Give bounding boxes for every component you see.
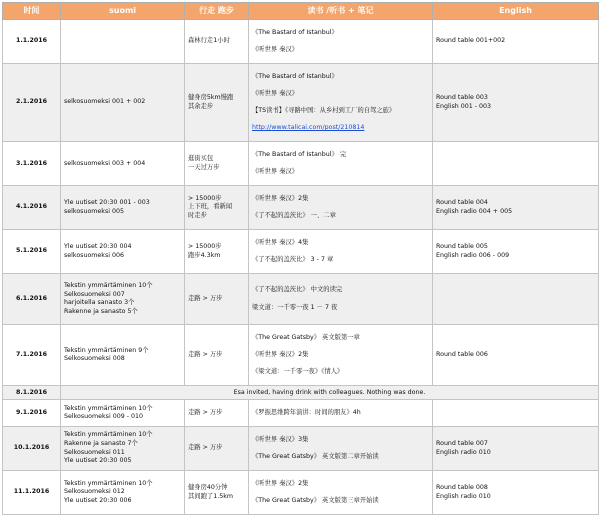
notes-line: 《听世界 秦汉》 [252, 89, 299, 97]
table-row [3, 471, 599, 515]
header-row [3, 3, 599, 20]
header-notes: 读书 /听书 + 笔记 [249, 3, 433, 20]
notes-line: 《听世界 秦汉》4集 [252, 238, 309, 246]
date-cell: 4.1.2016 [3, 186, 61, 230]
table-row [3, 274, 599, 325]
table-row [3, 142, 599, 186]
suomi-cell: Tekstin ymmärtäminen 10个 Selkosuomeksi 007 harjoitella sanasto 3个 Rakenne ja sanasto 5个 [61, 274, 185, 325]
walk-cell: 走路 > 万步 [185, 325, 249, 386]
english-cell [433, 274, 599, 325]
notes-line: 《梁文道：一千零一夜》《情人》 [252, 368, 344, 376]
notes-line: 《了不起的盖茨比》 一、二章 [252, 212, 336, 220]
suomi-cell: Tekstin ymmärtäminen 10个 Selkosuomeksi 009 - 010 [61, 400, 185, 427]
notes-cell [249, 186, 433, 230]
english-cell: Round table 005 English radio 006 - 009 [433, 230, 599, 274]
english-cell: Round table 003 English 001 - 003 [433, 63, 599, 141]
date-cell: 6.1.2016 [3, 274, 61, 325]
table-row [3, 325, 599, 386]
walk-cell: 走路 > 万步 [185, 274, 249, 325]
table-row [3, 186, 599, 230]
walk-cell: 森林行走1小时 [185, 20, 249, 64]
date-cell: 3.1.2016 [3, 142, 61, 186]
english-cell: Round table 001+002 [433, 20, 599, 64]
suomi-cell [61, 20, 185, 64]
notes-line: 《The Bastard of Istanbul》 [252, 72, 338, 80]
notes-line: 《The Bastard of Istanbul》 完 [252, 150, 347, 158]
walk-cell: > 15000步 上下班，看新闻 时走步 [185, 186, 249, 230]
walk-cell: 走路 > 万步 [185, 427, 249, 471]
english-cell: Round table 008 English radio 010 [433, 471, 599, 515]
date-cell: 2.1.2016 [3, 63, 61, 141]
table-row [3, 400, 599, 427]
walk-cell: 健身房5km慢跑 其余走步 [185, 63, 249, 141]
header-walk: 行走 跑步 [185, 3, 249, 20]
table-row [3, 230, 599, 274]
notes-cell [249, 427, 433, 471]
notes-line: 《听世界 秦汉》2集 [252, 351, 309, 358]
notes-line: 梁文道：一千零一夜 1 － 7 夜 [252, 303, 338, 311]
date-cell: 7.1.2016 [3, 325, 61, 386]
notes-line: 《罗振思维跨年演讲：时间的朋友》4h [252, 408, 361, 416]
notes-cell [249, 142, 433, 186]
notes-line: 《了不起的盖茨比》 中文的读完 [252, 286, 343, 294]
date-cell: 11.1.2016 [3, 471, 61, 515]
suomi-cell: Yle uutiset 20:30 001 - 003 selkosuomeksi 005 [61, 186, 185, 230]
notes-line: 《The Great Gatsby》 英文版第三章开始读 [252, 496, 379, 504]
notes-line: 《The Bastard of Istanbul》 [252, 28, 338, 36]
table-row [3, 20, 599, 64]
suomi-cell: selkosuomeksi 001 + 002 [61, 63, 185, 141]
study-log-table [2, 2, 599, 515]
notes-cell [249, 20, 433, 64]
walk-cell: 健身房40分钟 其间跑了1.5km [185, 471, 249, 515]
date-cell: 8.1.2016 [3, 386, 61, 400]
notes-cell [249, 325, 433, 386]
notes-cell [249, 471, 433, 515]
walk-cell: 走路 > 万步 [185, 400, 249, 427]
notes-cell [249, 63, 433, 141]
suomi-cell: Tekstin ymmärtäminen 10个 Rakenne ja sanasto 7个 Selkosuomeksi 011 Yle uutiset 20:30 005 [61, 427, 185, 471]
notes-line: 《The Great Gatsby》 英文版第二章开始读 [252, 452, 379, 460]
notes-line: 《听世界 秦汉》2集 [252, 479, 309, 487]
date-cell: 9.1.2016 [3, 400, 61, 427]
english-cell [433, 400, 599, 427]
suomi-cell: Yle uutiset 20:30 004 selkosuomeksi 006 [61, 230, 185, 274]
date-cell: 10.1.2016 [3, 427, 61, 471]
suomi-cell: Tekstin ymmärtäminen 9个 Selkosuomeksi 008 [61, 325, 185, 386]
date-cell: 1.1.2016 [3, 20, 61, 64]
english-cell: Round table 004 English radio 004 + 005 [433, 186, 599, 230]
notes-link[interactable]: http://www.talicai.com/post/210814 [252, 124, 365, 132]
english-cell: Round table 006 [433, 325, 599, 386]
notes-cell [249, 230, 433, 274]
notes-line: 【TS读书】《寻路中国：从乡村到工厂的自驾之旅》 [252, 106, 396, 114]
notes-line: 《听世界 秦汉》 [252, 45, 299, 53]
header-date: 时间 [3, 3, 61, 20]
notes-line: 《了不起的盖茨比》 3 - 7 章 [252, 256, 334, 264]
date-cell: 5.1.2016 [3, 230, 61, 274]
notes-line: 《听世界 秦汉》3集 [252, 435, 309, 443]
table-row [3, 63, 599, 141]
header-suomi: suomi [61, 3, 185, 20]
header-english: English [433, 3, 599, 20]
notes-line: 《听世界 秦汉》2集 [252, 194, 309, 202]
english-cell [433, 142, 599, 186]
suomi-cell: selkosuomeksi 003 + 004 [61, 142, 185, 186]
walk-cell: > 15000步 跑步4.3km [185, 230, 249, 274]
notes-cell [249, 400, 433, 427]
suomi-cell: Tekstin ymmärtäminen 10个 Selkosuomeksi 012 Yle uutiset 20:30 006 [61, 471, 185, 515]
table-row [3, 386, 599, 400]
walk-cell: 逛街买包 一天过万步 [185, 142, 249, 186]
table-row [3, 427, 599, 471]
notes-cell [249, 274, 433, 325]
english-cell: Round table 007 English radio 010 [433, 427, 599, 471]
notes-line: 《听世界 秦汉》 [252, 168, 299, 176]
day-note: Esa invited, having drink with colleagues. Nothing was done. [61, 386, 599, 400]
notes-line: 《The Great Gatsby》 英文版第一章 [252, 333, 360, 341]
